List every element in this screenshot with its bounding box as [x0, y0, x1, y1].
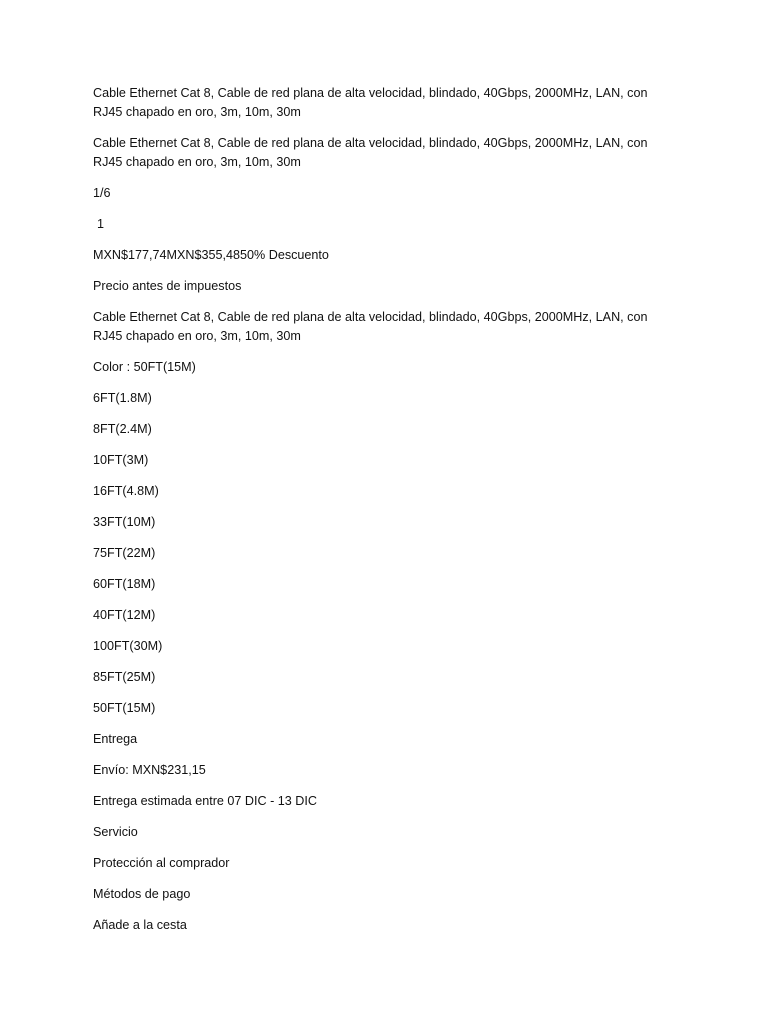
size-option-8ft[interactable]: 8FT(2.4M)	[93, 422, 152, 436]
payment-methods-link[interactable]: Métodos de pago	[93, 887, 191, 901]
size-option-75ft[interactable]: 75FT(22M)	[93, 546, 156, 560]
size-option-6ft[interactable]: 6FT(1.8M)	[93, 391, 152, 405]
price-note: Precio antes de impuestos	[93, 279, 242, 293]
size-option-40ft[interactable]: 40FT(12M)	[93, 608, 156, 622]
document-page	[93, 84, 673, 947]
product-title-third: Cable Ethernet Cat 8, Cable de red plana de alta velocidad, blindado, 40Gbps, 2000MHz, LAN, con RJ45 chapado en oro, 3m, 10m, 30m	[93, 310, 651, 343]
delivery-heading: Entrega	[93, 732, 138, 746]
shipping-cost: Envío: MXN$231,15	[93, 763, 206, 777]
product-title-repeat: Cable Ethernet Cat 8, Cable de red plana de alta velocidad, blindado, 40Gbps, 2000MHz, LAN, con RJ45 chapado en oro, 3m, 10m, 30m	[93, 136, 651, 169]
product-title: Cable Ethernet Cat 8, Cable de red plana de alta velocidad, blindado, 40Gbps, 2000MHz, LAN, con RJ45 chapado en oro, 3m, 10m, 30m	[93, 86, 651, 119]
add-to-cart-button[interactable]: Añade a la cesta	[93, 918, 187, 932]
service-heading: Servicio	[93, 825, 138, 839]
delivery-estimate: Entrega estimada entre 07 DIC - 13 DIC	[93, 794, 317, 808]
size-option-85ft[interactable]: 85FT(25M)	[93, 670, 156, 684]
quantity-value: 1	[97, 217, 105, 231]
size-option-60ft[interactable]: 60FT(18M)	[93, 577, 156, 591]
size-option-50ft[interactable]: 50FT(15M)	[93, 701, 156, 715]
size-option-10ft[interactable]: 10FT(3M)	[93, 453, 149, 467]
image-counter: 1/6	[93, 186, 111, 200]
buyer-protection-link[interactable]: Protección al comprador	[93, 856, 230, 870]
color-selected: Color : 50FT(15M)	[93, 360, 196, 374]
size-option-100ft[interactable]: 100FT(30M)	[93, 639, 163, 653]
price-line: MXN$177,74MXN$355,4850% Descuento	[93, 248, 329, 262]
size-option-33ft[interactable]: 33FT(10M)	[93, 515, 156, 529]
size-option-16ft[interactable]: 16FT(4.8M)	[93, 484, 159, 498]
